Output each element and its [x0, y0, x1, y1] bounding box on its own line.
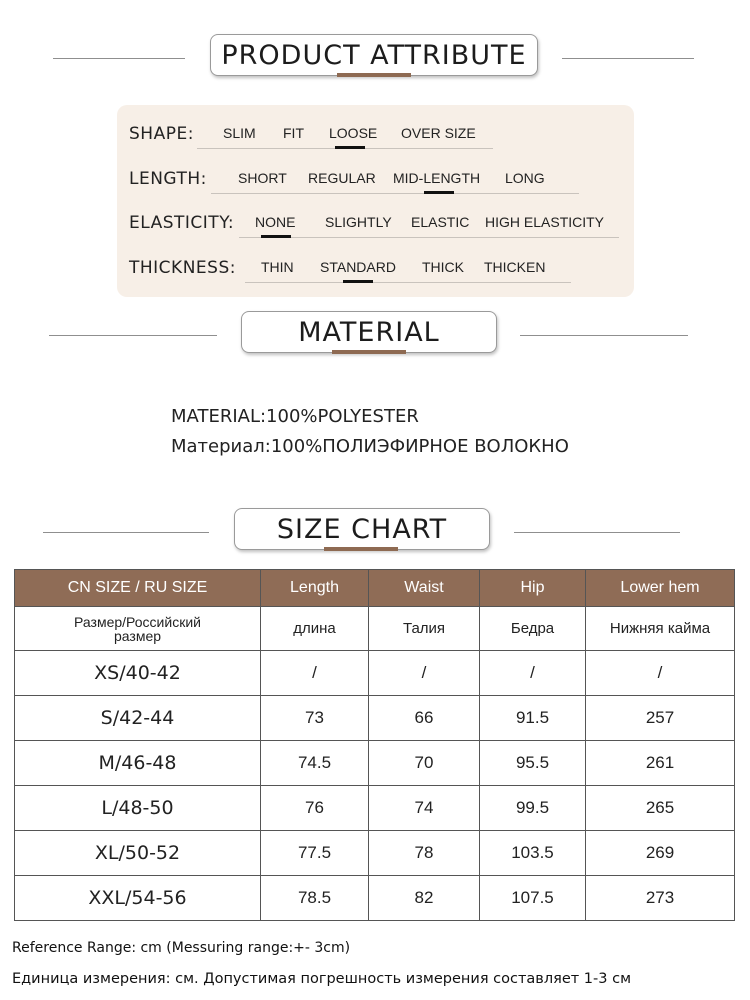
table-row [15, 696, 735, 741]
table-header-row [15, 570, 735, 607]
cell-length: / [261, 651, 369, 696]
cell-length: 76 [261, 786, 369, 831]
header-cn-ru-size: CN SIZE / RU SIZE [15, 570, 261, 607]
cell-hip: 103.5 [480, 831, 586, 876]
section-title: MATERIAL [298, 316, 440, 348]
section-header-product-attribute [0, 34, 750, 84]
attribute-row-thickness [117, 252, 634, 288]
cell-lower-hem: 261 [586, 741, 735, 786]
attribute-row-length [117, 163, 634, 199]
option-regular: REGULAR [308, 170, 376, 186]
attribute-label: LENGTH: [129, 169, 207, 189]
header-ru-lower-hem: Нижняя кайма [586, 607, 735, 651]
cell-lower-hem: 265 [586, 786, 735, 831]
section-header-material [0, 311, 750, 361]
option-thin: THIN [261, 259, 294, 275]
option-thicken: THICKEN [484, 259, 546, 275]
cell-size: L/48-50 [15, 786, 261, 831]
option-long: LONG [505, 170, 545, 186]
cell-size: XS/40-42 [15, 651, 261, 696]
divider-line-left [43, 532, 209, 533]
option-none: NONE [255, 214, 296, 230]
cell-hip: / [480, 651, 586, 696]
section-title: PRODUCT ATTRIBUTE [221, 39, 527, 71]
header-hip: Hip [480, 570, 586, 607]
divider-line-left [53, 58, 185, 59]
option-high-elasticity: HIGH ELASTICITY [485, 214, 605, 230]
material-russian: Материал:100%ПОЛИЭФИРНОЕ ВОЛОКНО [171, 436, 569, 457]
option-elastic: ELASTIC [411, 214, 470, 230]
cell-size: XL/50-52 [15, 831, 261, 876]
attribute-row-shape [117, 118, 634, 154]
cell-waist: 74 [369, 786, 480, 831]
header-ru-length: длина [261, 607, 369, 651]
divider-line-right [520, 335, 688, 336]
attribute-underline [245, 282, 571, 283]
cell-waist: / [369, 651, 480, 696]
header-ru-hip: Бедра [480, 607, 586, 651]
section-header-size-chart [0, 508, 750, 558]
attribute-label: SHAPE: [129, 124, 194, 144]
cell-waist: 78 [369, 831, 480, 876]
cell-size: M/46-48 [15, 741, 261, 786]
cell-lower-hem: 269 [586, 831, 735, 876]
cell-size: S/42-44 [15, 696, 261, 741]
section-title-box [234, 508, 490, 550]
attribute-label: ELASTICITY: [129, 213, 235, 233]
cell-waist: 82 [369, 876, 480, 921]
accent-bar [337, 73, 411, 77]
cell-waist: 66 [369, 696, 480, 741]
attribute-underline [211, 193, 579, 194]
cell-hip: 91.5 [480, 696, 586, 741]
header-length: Length [261, 570, 369, 607]
cell-length: 73 [261, 696, 369, 741]
option-short: SHORT [238, 170, 287, 186]
table-row [15, 741, 735, 786]
cell-lower-hem: 257 [586, 696, 735, 741]
option-fit: FIT [283, 125, 304, 141]
table-header-row-russian [15, 607, 735, 651]
measurement-note-russian: Единица измерения: см. Допустимая погрешность измерения составляет 1-3 см [12, 971, 632, 987]
header-ru-waist: Талия [369, 607, 480, 651]
cell-length: 77.5 [261, 831, 369, 876]
cell-lower-hem: / [586, 651, 735, 696]
accent-bar [324, 547, 398, 551]
reference-range-note: Reference Range: cm (Messuring range:+- 3cm) [12, 940, 351, 956]
selected-marker [261, 235, 291, 238]
cell-waist: 70 [369, 741, 480, 786]
divider-line-right [514, 532, 680, 533]
cell-hip: 107.5 [480, 876, 586, 921]
option-slightly: SLIGHTLY [325, 214, 392, 230]
selected-marker [335, 146, 365, 149]
cell-length: 78.5 [261, 876, 369, 921]
table-row [15, 876, 735, 921]
attribute-underline [239, 237, 619, 238]
cell-hip: 99.5 [480, 786, 586, 831]
product-attribute-card [117, 105, 634, 297]
attribute-label: THICKNESS: [129, 258, 236, 278]
cell-length: 74.5 [261, 741, 369, 786]
cell-lower-hem: 273 [586, 876, 735, 921]
material-english: MATERIAL:100%POLYESTER [171, 406, 419, 427]
accent-bar [332, 350, 406, 354]
cell-size: XXL/54-56 [15, 876, 261, 921]
attribute-row-elasticity [117, 207, 634, 243]
header-waist: Waist [369, 570, 480, 607]
table-row [15, 831, 735, 876]
divider-line-right [562, 58, 694, 59]
size-chart-table [14, 569, 735, 921]
table-row [15, 786, 735, 831]
selected-marker [343, 280, 373, 283]
section-title: SIZE CHART [276, 513, 448, 545]
option-loose: LOOSE [329, 125, 378, 141]
section-title-box [241, 311, 497, 353]
option-slim: SLIM [223, 125, 256, 141]
section-title-box [210, 34, 538, 76]
header-ru-size: Размер/Российский размер [15, 607, 261, 651]
header-lower-hem: Lower hem [586, 570, 735, 607]
option-thick: THICK [422, 259, 464, 275]
option-over-size: OVER SIZE [401, 125, 476, 141]
cell-hip: 95.5 [480, 741, 586, 786]
option-mid-length: MID-LENGTH [393, 170, 481, 186]
table-row [15, 651, 735, 696]
selected-marker [424, 191, 454, 194]
divider-line-left [49, 335, 217, 336]
option-standard: STANDARD [320, 259, 396, 275]
